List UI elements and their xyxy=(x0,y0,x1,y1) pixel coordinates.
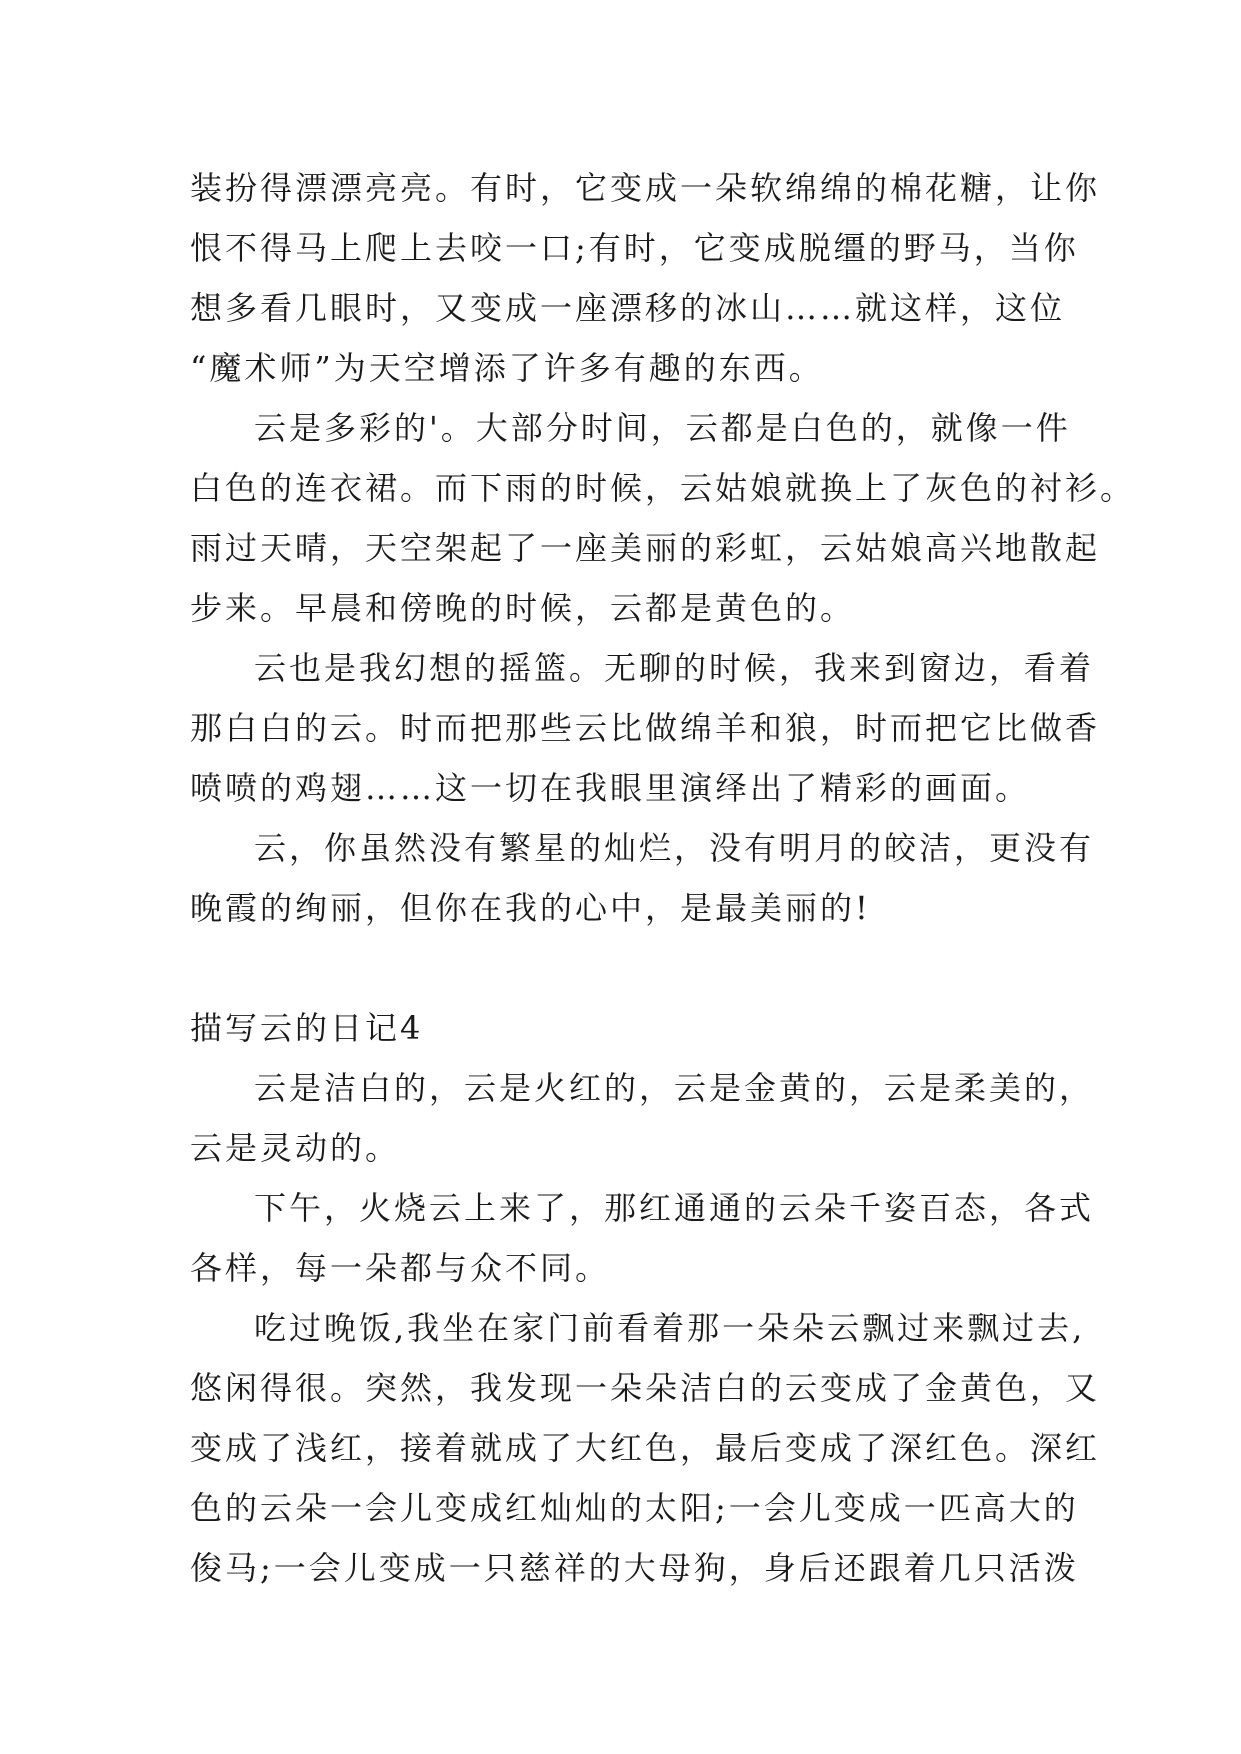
paragraph-line: 云是灵动的。 xyxy=(190,1129,401,1167)
paragraph-line: 那白白的云。时而把那些云比做绵羊和狼，时而把它比做香 xyxy=(190,709,1101,747)
document-body xyxy=(190,158,1136,1598)
paragraph-line: 云，你虽然没有繁星的灿烂，没有明月的皎洁，更没有 xyxy=(254,829,1095,867)
paragraph-line: 晚霞的绚丽，但你在我的心中，是最美丽的! xyxy=(190,889,871,927)
paragraph-line: 云是洁白的，云是火红的，云是金黄的，云是柔美的， xyxy=(254,1069,1095,1107)
paragraph-line: 变成了浅红，接着就成了大红色，最后变成了深红色。深红 xyxy=(190,1429,1101,1467)
section-spacer xyxy=(190,938,1050,998)
paragraph-line: 下午，火烧云上来了，那红通通的云朵千姿百态，各式 xyxy=(254,1189,1095,1227)
paragraph-line: 步来。早晨和傍晚的时候，云都是黄色的。 xyxy=(190,589,856,627)
paragraph-line: “魔术师”为天空增添了许多有趣的东西。 xyxy=(190,349,824,387)
paragraph-line: 装扮得漂漂亮亮。有时，它变成一朵软绵绵的棉花糖，让你 xyxy=(190,169,1101,207)
paragraph-line: 吃过晚饭,我坐在家门前看着那一朵朵云飘过来飘过去, xyxy=(254,1309,1086,1347)
paragraph-line: 云是多彩的'。大部分时间，云都是白色的，就像一件 xyxy=(254,409,1071,447)
section-heading: 描写云的日记4 xyxy=(190,1009,424,1047)
paragraph-line: 雨过天晴，天空架起了一座美丽的彩虹，云姑娘高兴地散起 xyxy=(190,529,1101,567)
paragraph-line: 俊马;一会儿变成一只慈祥的大母狗，身后还跟着几只活泼 xyxy=(190,1549,1079,1587)
paragraph-line: 各样，每一朵都与众不同。 xyxy=(190,1249,611,1287)
paragraph-line: 色的云朵一会儿变成红灿灿的太阳;一会儿变成一匹高大的 xyxy=(190,1489,1079,1527)
paragraph-line: 想多看几眼时，又变成一座漂移的冰山……就这样，这位 xyxy=(190,289,1066,327)
paragraph-line: 白色的连衣裙。而下雨的时候，云姑娘就换上了灰色的衬衫。 xyxy=(190,469,1136,507)
paragraph-line: 恨不得马上爬上去咬一口;有时，它变成脱缰的野马，当你 xyxy=(190,229,1079,267)
paragraph-line: 喷喷的鸡翅……这一切在我眼里演绎出了精彩的画面。 xyxy=(190,769,1031,807)
paragraph-line: 悠闲得很。突然，我发现一朵朵洁白的云变成了金黄色，又 xyxy=(190,1369,1101,1407)
paragraph-line: 云也是我幻想的摇篮。无聊的时候，我来到窗边，看着 xyxy=(254,649,1095,687)
